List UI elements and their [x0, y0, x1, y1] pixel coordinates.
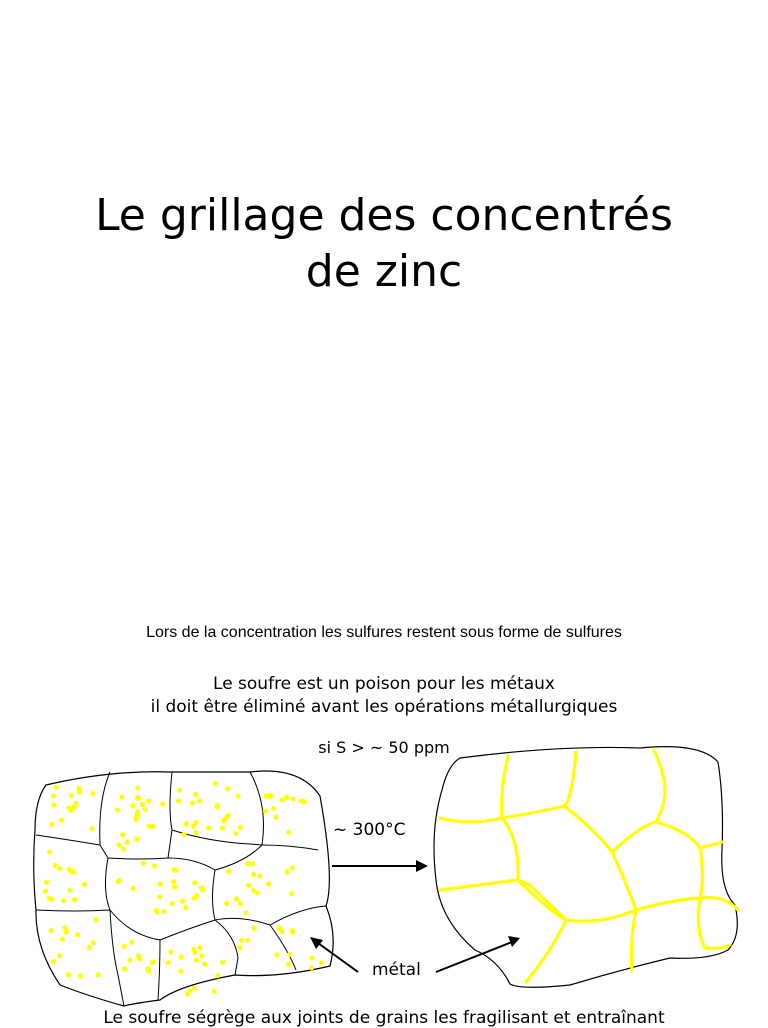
sulfur-dot [225, 786, 230, 791]
sulfur-dot [291, 796, 296, 801]
sulfur-dot [234, 896, 239, 901]
sulfur-dot [239, 938, 244, 943]
sulfur-dot [280, 797, 285, 802]
temperature-label: ~ 300°C [333, 820, 406, 840]
sulfur-dot [194, 958, 199, 963]
sulfur-dot [178, 969, 183, 974]
sulfur-dot [235, 793, 240, 798]
sulfur-dot [124, 840, 129, 845]
sulfur-dot [116, 842, 121, 847]
sulfur-dot [129, 940, 134, 945]
sulfur-dot [243, 910, 248, 915]
sulfur-dot [77, 790, 82, 795]
sulfur-dot [157, 895, 162, 900]
grain-block-before [34, 771, 333, 1006]
sulfur-dot [136, 796, 141, 801]
sulfur-dot [224, 901, 229, 906]
sulfur-dot [53, 863, 58, 868]
sulfur-dot [192, 896, 197, 901]
sulfur-dot [168, 950, 173, 955]
sulfur-dot [82, 882, 87, 887]
sulfur-dot [146, 799, 151, 804]
sulfur-dot [66, 805, 71, 810]
sulfur-dot [146, 969, 151, 974]
sulfur-dot [252, 926, 257, 931]
sulfur-dot [160, 802, 165, 807]
sulfur-dot [183, 905, 188, 910]
sulfur-dot [176, 799, 181, 804]
sulfur-dot [198, 945, 203, 950]
sulfur-dot [319, 960, 324, 965]
sulfur-dot [310, 955, 315, 960]
sulfur-dot [51, 802, 56, 807]
sulfur-dot [60, 937, 65, 942]
sulfur-dot [192, 986, 197, 991]
sulfur-precipitates [43, 781, 324, 997]
sulfur-dot [49, 928, 54, 933]
sulfur-dot [44, 880, 49, 885]
sulfur-dot [271, 806, 276, 811]
sulfur-dot [47, 849, 52, 854]
sulfur-dot [309, 965, 314, 970]
sulfur-dot [226, 869, 231, 874]
sulfur-dot [250, 861, 255, 866]
sulfur-dot [90, 826, 95, 831]
sulfur-dot [190, 800, 195, 805]
sulfur-dot [141, 861, 146, 866]
sulfur-dot [220, 826, 225, 831]
sulfur-dot [154, 909, 159, 914]
sulfur-dot [67, 867, 72, 872]
sulfur-dot [171, 879, 176, 884]
sulfur-dot [246, 883, 251, 888]
sulfur-dot [143, 807, 148, 812]
sulfur-dot [255, 890, 260, 895]
sulfur-dot [120, 832, 125, 837]
grain-outline-before [34, 771, 333, 1006]
sulfur-dot [268, 792, 273, 797]
sulfur-dot [238, 901, 243, 906]
sulfur-dot [134, 836, 139, 841]
sulfur-dot [90, 791, 95, 796]
grain-outline-after [434, 747, 737, 988]
sulfur-dot [263, 808, 268, 813]
sulfur-dot [140, 802, 145, 807]
sulfur-dot [152, 863, 157, 868]
sulfur-dot [215, 973, 220, 978]
sulfur-dot [251, 872, 256, 877]
sulfur-dot [290, 928, 295, 933]
sulfur-dot [51, 793, 56, 798]
sulfur-dot [96, 972, 101, 977]
sulfur-dot [54, 785, 59, 790]
sulfur-dot [237, 945, 242, 950]
sulfur-dot [51, 959, 56, 964]
sulfur-dot [62, 925, 67, 930]
sulfur-dot [193, 830, 198, 835]
sulfur-dot [43, 889, 48, 894]
sulfur-dot [71, 869, 76, 874]
title-line-2: de zinc [305, 246, 463, 297]
sulfur-dot [69, 793, 74, 798]
sulfur-dot [49, 897, 54, 902]
sulfur-dot [245, 938, 250, 943]
sulfur-dot [184, 821, 189, 826]
sulfur-dot [199, 885, 204, 890]
sulfur-dot [276, 926, 281, 931]
sulfur-dot [115, 807, 120, 812]
sulfur-dot [67, 888, 72, 893]
sulfur-dot [202, 962, 207, 967]
sulfur-dot [286, 962, 291, 967]
sulfur-dot [146, 823, 151, 828]
sulfur-dot [286, 830, 291, 835]
sulfur-dot [94, 917, 99, 922]
bottom-text: Le soufre ségrège aux joints de grains les fragilisant et entraînant [103, 1008, 665, 1028]
sulfur-dot [57, 953, 62, 958]
sulfur-dot [290, 865, 295, 870]
sulfur-dot [121, 846, 126, 851]
sulfur-dot [173, 868, 178, 873]
sulfur-dot [59, 818, 64, 823]
sulfur-dot [223, 816, 228, 821]
sulfur-dot [273, 814, 278, 819]
sulfur-dot [266, 882, 271, 887]
sulfur-dot [61, 898, 66, 903]
sulfur-dot [284, 869, 289, 874]
threshold-text: si S > ~ 50 ppm [318, 738, 450, 757]
sulfur-dot [66, 972, 71, 977]
sulfur-dot [215, 804, 220, 809]
sulfur-dot [192, 880, 197, 885]
sulfur-dot [177, 788, 182, 793]
sulfur-dot [151, 959, 156, 964]
sulfur-dot [206, 826, 211, 831]
segregated-sulfur-boundaries [440, 750, 738, 982]
sulfur-dot [122, 944, 127, 949]
poison-line-2: il doit être éliminé avant les opérations métallurgiques [150, 697, 618, 717]
sulfur-dot [166, 960, 171, 965]
grain-block-after [434, 747, 738, 988]
sulfur-dot [72, 897, 77, 902]
sulfur-dot [130, 886, 135, 891]
sulfur-dot [289, 891, 294, 896]
sulfur-dot [284, 795, 289, 800]
sulfur-dot [180, 899, 185, 904]
sulfur-dot [245, 861, 250, 866]
sulfur-dot [78, 973, 83, 978]
sulfur-dot [299, 799, 304, 804]
sulfur-dot [87, 945, 92, 950]
sulfur-dot [197, 798, 202, 803]
sulfur-dot [49, 822, 54, 827]
sulfur-dot [181, 832, 186, 837]
metal-label: métal [372, 960, 421, 980]
sulfur-dot [135, 809, 140, 814]
sulfur-dot [233, 831, 238, 836]
sulfur-dot [91, 940, 96, 945]
sulfur-dot [257, 873, 262, 878]
poison-statement [0, 673, 768, 719]
sulfur-dot [119, 795, 124, 800]
sulfur-dot [191, 823, 196, 828]
sulfur-dot [75, 932, 80, 937]
sulfur-dot [135, 786, 140, 791]
sulfur-dot [122, 966, 127, 971]
sulfur-dot [199, 953, 204, 958]
sulfur-dot [185, 991, 190, 996]
sulfur-dot [193, 950, 198, 955]
sulfur-dot [179, 955, 184, 960]
sulfur-dot [72, 804, 77, 809]
sulfur-dot [213, 781, 218, 786]
sulfur-dot [116, 879, 121, 884]
sulfur-dot [238, 825, 243, 830]
poison-line-1: Le soufre est un poison pour les métaux [213, 674, 555, 694]
sulfur-dot [193, 792, 198, 797]
metal-pointer-right [436, 936, 520, 972]
title-line-1: Le grillage des concentrés [95, 190, 673, 241]
intro-text: Lors de la concentration les sulfures restent sous forme de sulfures [146, 624, 622, 641]
sulfur-dot [170, 901, 175, 906]
slide-title [0, 188, 768, 300]
sulfur-dot [57, 866, 62, 871]
sulfur-dot [172, 884, 177, 889]
sulfur-dot [162, 909, 167, 914]
sulfur-dot [127, 958, 132, 963]
metal-pointer-left [310, 937, 358, 972]
sulfur-dot [211, 989, 216, 994]
sulfur-dot [158, 882, 163, 887]
sulfur-dot [130, 803, 135, 808]
heating-arrow [332, 860, 428, 872]
sulfur-dot [220, 960, 225, 965]
sulfur-dot [136, 953, 141, 958]
sulfur-dot [287, 952, 292, 957]
sulfur-dot [274, 952, 279, 957]
